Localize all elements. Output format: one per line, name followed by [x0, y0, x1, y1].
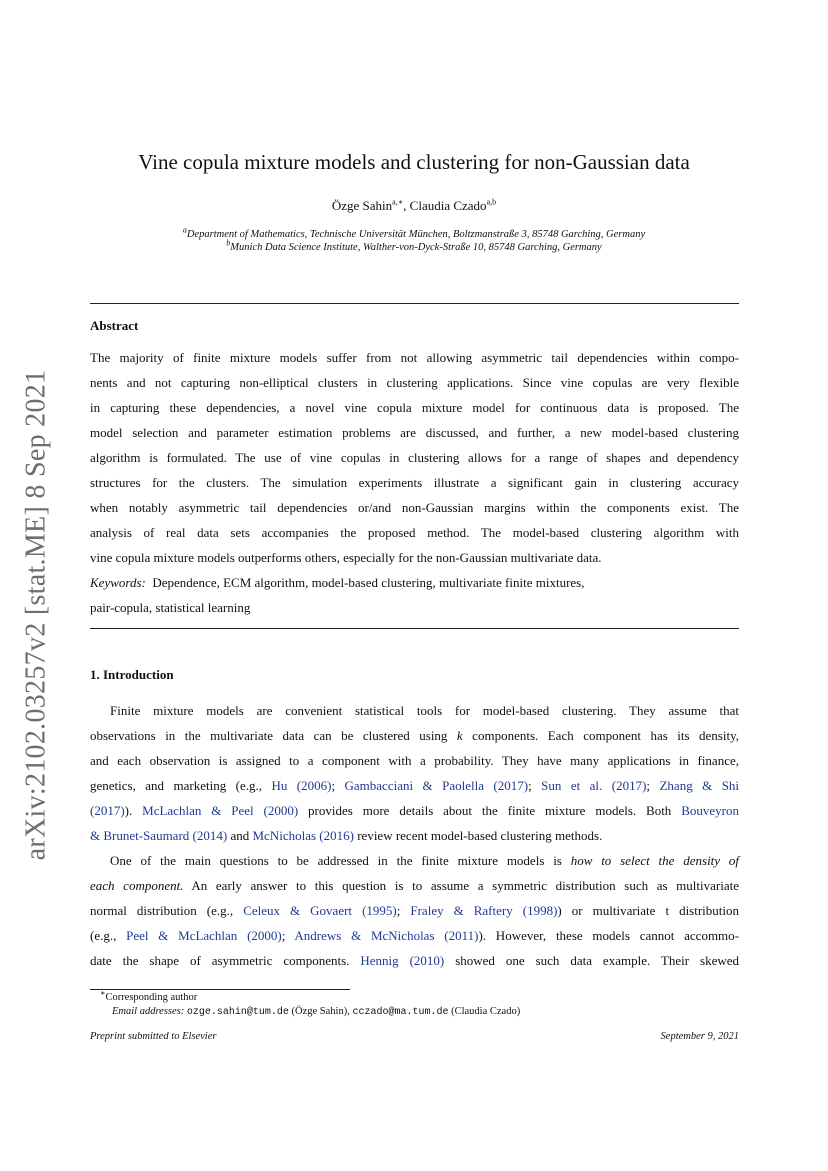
email-label: Email addresses:	[112, 1006, 185, 1017]
email-link-czado[interactable]: cczado@ma.tum.de	[352, 1007, 449, 1018]
citation-link-fraley[interactable]: Fraley & Raftery (1998)	[410, 903, 558, 918]
citation-link-andrews[interactable]: Andrews & McNicholas (2011)	[294, 928, 479, 943]
body-text: ). However, these models cannot accommo-	[478, 928, 739, 943]
abstract-line: vine copula mixture models outperforms others, especially for the non-Gaussian multivariate data.	[90, 550, 602, 565]
citation-link-celeux[interactable]: Celeux & Govaert (1995)	[243, 903, 397, 918]
citation-link-peel[interactable]: Peel & McLachlan (2000)	[126, 928, 282, 943]
abstract-line: when notably asymmetric tail dependencies or/and non-Gaussian margins within the components exist. The	[90, 500, 739, 515]
body-text: components. Each component has its density,	[462, 728, 739, 743]
body-text: One of the main questions to be addressed in the finite mixture models is	[110, 853, 571, 868]
keywords-label: Keywords:	[90, 575, 146, 590]
citation-link-sun[interactable]: Sun et al. (2017)	[541, 778, 647, 793]
author-separator: ,	[403, 198, 410, 213]
email-name-czado: (Claudia Czado)	[451, 1006, 521, 1017]
footer-preprint: Preprint submitted to Elsevier	[90, 1031, 217, 1042]
body-line	[90, 823, 739, 848]
body-text: provides more details about the finite mixture models. Both	[298, 803, 682, 818]
abstract-top-rule	[90, 303, 739, 304]
abstract-heading: Abstract	[90, 318, 139, 333]
affiliation-a-mark: a	[182, 225, 187, 235]
body-text: review recent model-based clustering methods.	[353, 828, 603, 843]
body-line	[90, 948, 739, 973]
abstract-bottom-rule	[90, 628, 739, 629]
citation-link-mclachlan[interactable]: McLachlan & Peel (2000)	[142, 803, 299, 818]
citation-link-mcnicholas[interactable]: McNicholas (2016)	[252, 828, 354, 843]
keywords-line-2: pair-copula, statistical learning	[90, 600, 251, 615]
author-czado: Claudia Czado	[409, 198, 487, 213]
citation-link-zhang-year[interactable]: (2017)	[90, 803, 125, 818]
citation-link-hennig[interactable]: Hennig (2010)	[360, 953, 445, 968]
citation-link-bouveyron-2[interactable]: & Brunet-Saumard (2014)	[90, 828, 228, 843]
body-text: An early answer to this question is to assume a symmetric distribution such as multivariate	[183, 878, 739, 893]
section-heading-introduction: 1. Introduction	[90, 667, 174, 682]
abstract-line: analysis of real data sets accompanies the proposed method. The model-based clustering algorithm with	[90, 525, 739, 540]
body-line: normal distribution (e.g., Celeux & Govaert (1995); Fraley & Raftery (1998)) or multivariate t distribution	[90, 903, 740, 918]
body-line	[110, 848, 739, 873]
abstract-line: nents and not capturing non-elliptical clusters in clustering applications. Since vine copulas are very flexible	[90, 375, 739, 390]
author-czado-affil-mark: a,b	[486, 197, 497, 207]
author-line	[0, 198, 828, 214]
keywords-text: Dependence, ECM algorithm, model-based clustering, multivariate finite mixtures,	[152, 575, 585, 590]
author-sahin-affil-mark: a,∗	[392, 197, 404, 207]
body-line	[90, 723, 739, 748]
arxiv-identifier: arXiv:2102.03257v2 [stat.ME] 8 Sep 2021	[20, 369, 52, 861]
footnote-corresponding	[100, 988, 198, 1003]
body-line	[90, 798, 739, 823]
affiliation-a	[0, 225, 828, 240]
footnote-mark: ∗	[100, 988, 106, 998]
footnote-emails	[112, 1006, 520, 1018]
abstract-line: model selection and parameter estimation problems are discussed, and further, a new model-based clustering	[90, 425, 739, 440]
body-line	[90, 873, 739, 898]
body-text: (e.g.,	[90, 928, 127, 943]
body-text: normal distribution (e.g.,	[90, 903, 244, 918]
body-text: observations in the multivariate data can be clustered using	[90, 728, 457, 743]
abstract-line: algorithm is formulated. The use of vine copulas in clustering allows for a range of shapes and dependency	[90, 450, 739, 465]
body-line: and each observation is assigned to a component with a probability. They have many applications in finance,	[90, 753, 739, 768]
abstract-line: in capturing these dependencies, a novel vine copula mixture model for continuous data is proposed. The	[90, 400, 739, 415]
body-line: (e.g., Peel & McLachlan (2000); Andrews & McNicholas (2011)). However, these models cannot accommo-	[90, 928, 739, 943]
citation-link-bouveyron[interactable]: Bouveyron	[681, 803, 739, 818]
author-sahin: Özge Sahin	[331, 198, 393, 213]
math-k: k	[456, 728, 463, 743]
body-text: genetics, and marketing (e.g.,	[90, 778, 272, 793]
body-text: and	[227, 828, 253, 843]
abstract-line: structures for the clusters. The simulation experiments illustrate a significant gain in clustering accuracy	[90, 475, 739, 490]
citation-link-zhang[interactable]: Zhang & Shi	[659, 778, 740, 793]
body-text: ).	[124, 803, 143, 818]
body-text: showed one such data example. Their skewed	[444, 953, 740, 968]
body-text: ) or multivariate t distribution	[557, 903, 740, 918]
emphasis-text: each component.	[90, 878, 184, 893]
affiliation-b	[0, 238, 828, 253]
footnote-rule	[90, 989, 350, 990]
paper-title: Vine copula mixture models and clustering for non-Gaussian data	[138, 150, 690, 174]
citation-link-hu[interactable]: Hu (2006)	[271, 778, 332, 793]
email-name-sahin: (Özge Sahin),	[291, 1006, 350, 1017]
emphasis-text: how to select the density of	[570, 853, 739, 868]
keywords-line	[90, 570, 739, 595]
body-text: date the shape of asymmetric components.	[90, 953, 361, 968]
email-link-sahin[interactable]: ozge.sahin@tum.de	[186, 1007, 289, 1018]
affiliation-a-text: Department of Mathematics, Technische Universität München, Boltzmanstraße 3, 85748 Garching, Germany	[186, 229, 646, 240]
citation-link-gambacciani[interactable]: Gambacciani & Paolella (2017)	[344, 778, 529, 793]
affiliation-b-mark: b	[226, 238, 231, 248]
affiliation-b-text: Munich Data Science Institute, Walther-von-Dyck-Straße 10, 85748 Garching, Germany	[230, 242, 602, 253]
footnote-corresponding-text: Corresponding author	[105, 992, 198, 1003]
body-line: Finite mixture models are convenient statistical tools for model-based clustering. They assume that	[110, 703, 739, 718]
abstract-line: The majority of finite mixture models suffer from not allowing asymmetric tail dependencies within compo-	[90, 350, 739, 365]
body-line: genetics, and marketing (e.g., Hu (2006); Gambacciani & Paolella (2017); Sun et al. (2017); Zhang & Shi	[90, 778, 740, 793]
arxiv-sidebar	[8, 365, 64, 865]
footer-date: September 9, 2021	[660, 1031, 739, 1042]
